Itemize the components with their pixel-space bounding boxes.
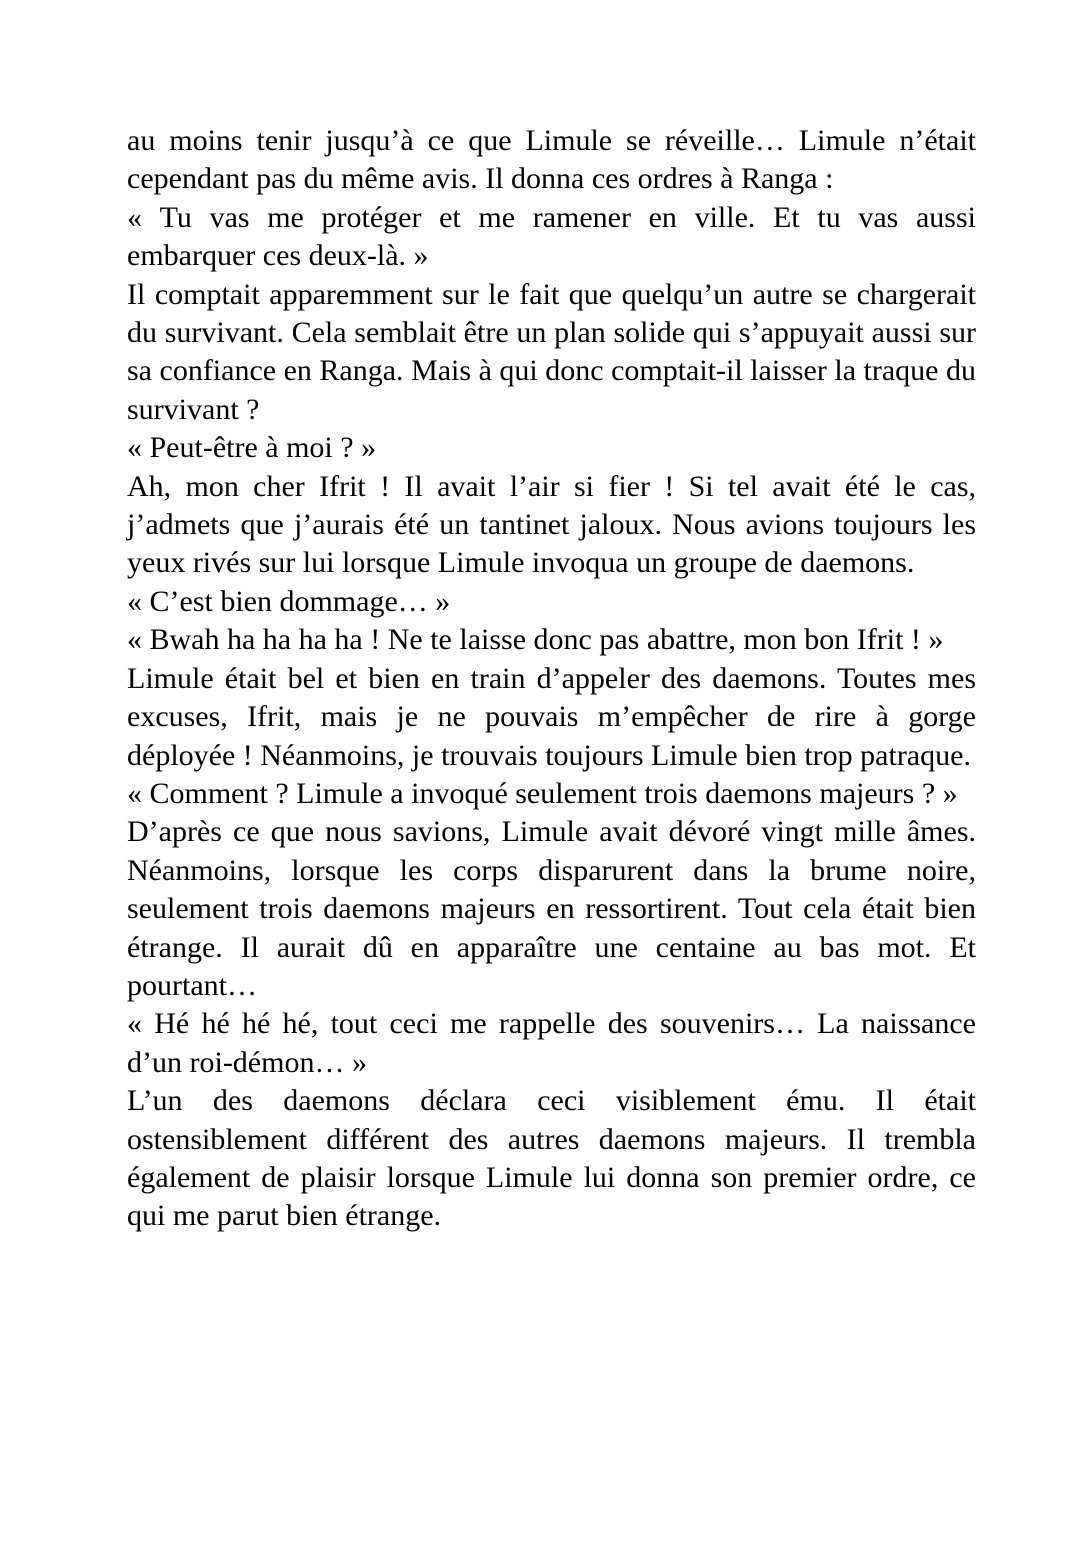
paragraph: « Comment ? Limule a invoqué seulement trois daemons majeurs ? » [127, 776, 958, 810]
paragraph: Limule était bel et bien en train d’appeler des daemons. Toutes mes excuses, Ifrit, mais je ne pouvais m’empêcher de rire à gorge déployée ! Néanmoins, je trouvais toujours Limule bien trop patraque. [127, 661, 976, 772]
paragraph: Ah, mon cher Ifrit ! Il avait l’air si fier ! Si tel avait été le cas, j’admets que j’aurais été un tantinet jaloux. Nous avions toujours les yeux rivés sur lui lorsque Limule invoqua un groupe de daemons. [127, 469, 976, 580]
paragraph: « C’est bien dommage… » [127, 584, 451, 618]
paragraph: « Bwah ha ha ha ha ! Ne te laisse donc pas abattre, mon bon Ifrit ! » [127, 623, 944, 657]
paragraph: Il comptait apparemment sur le fait que quelqu’un autre se chargerait du survivant. Cela semblait être un plan solide qui s’appuyait aussi sur sa confiance en Ranga. Mais à qui donc comptait-il laisser la traque du survivant ? [127, 277, 976, 426]
page-text [127, 122, 976, 1236]
paragraph: « Peut-être à moi ? » [127, 431, 377, 465]
paragraph: « Hé hé hé hé, tout ceci me rappelle des souvenirs… La naissance d’un roi-démon… » [127, 1007, 976, 1079]
paragraph: L’un des daemons déclara ceci visiblement ému. Il était ostensiblement différent des autres daemons majeurs. Il trembla également de plaisir lorsque Limule lui donna son premier ordre, ce qui me parut bien étrange. [127, 1084, 976, 1233]
paragraph: D’après ce que nous savions, Limule avait dévoré vingt mille âmes. Néanmoins, lorsque les corps disparurent dans la brume noire, seulement trois daemons majeurs en ressortirent. Tout cela était bien étrange. Il aurait dû en apparaître une centaine au bas mot. Et pourtant… [127, 815, 976, 1002]
paragraph: « Tu vas me protéger et me ramener en ville. Et tu vas aussi embarquer ces deux-là. » [127, 200, 976, 273]
paragraph: au moins tenir jusqu’à ce que Limule se réveille… Limule n’était cependant pas du même avis. Il donna ces ordres à Ranga : [127, 124, 976, 196]
